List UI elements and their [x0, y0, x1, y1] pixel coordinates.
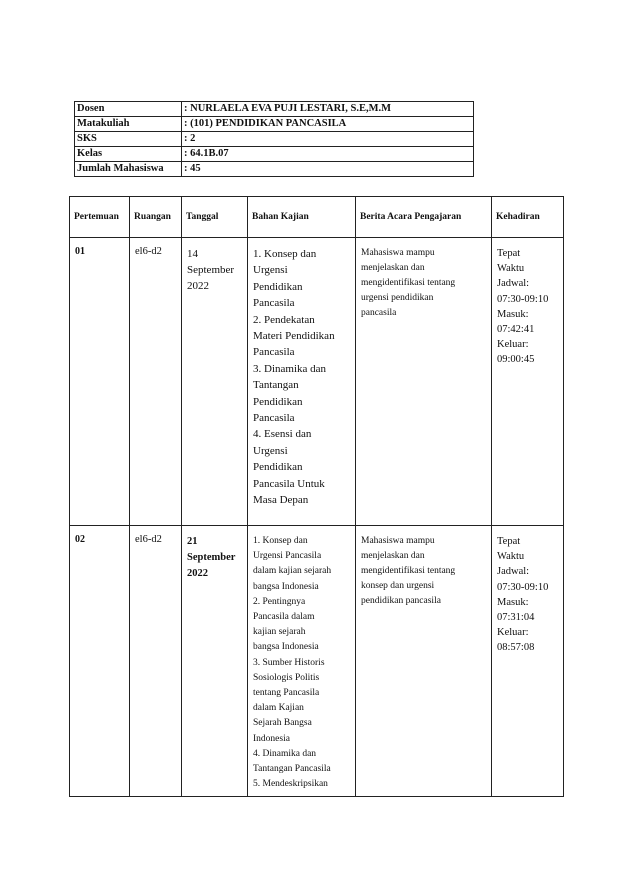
- cell-line: 08:57:08: [497, 642, 535, 654]
- cell-line: Pancasila Untuk: [253, 477, 325, 490]
- cell-line: 2022: [187, 280, 209, 292]
- cell-line: Tantangan Pancasila: [253, 764, 331, 775]
- table-row: [70, 238, 564, 526]
- jumlah-label: Jumlah Mahasiswa: [75, 162, 182, 177]
- cell-line: pancasila: [361, 308, 397, 318]
- header-bahan-kajian: Bahan Kajian: [248, 197, 356, 238]
- ruangan-cell: el6-d2: [130, 526, 182, 797]
- cell-line: Keluar:: [497, 339, 529, 351]
- cell-line: 3. Dinamika dan: [253, 362, 327, 375]
- cell-line: Sosiologis Politis: [253, 672, 320, 683]
- berita-acara-cell: [356, 526, 492, 797]
- cell-line: dalam Kajian: [253, 703, 304, 714]
- header-tanggal: Tanggal: [182, 197, 248, 238]
- ruangan-cell: el6-d2: [130, 238, 182, 526]
- cell-line: Masuk:: [497, 596, 529, 608]
- berita-acara-cell: [356, 238, 492, 526]
- cell-line: 4. Esensi dan: [253, 428, 312, 441]
- kelas-value: : 64.1B.07: [182, 147, 474, 162]
- cell-line: Tepat: [497, 248, 521, 259]
- header-berita-acara: Berita Acara Pengajaran: [356, 197, 492, 238]
- cell-line: Urgensi Pancasila: [253, 551, 322, 562]
- kehadiran-cell: [492, 238, 564, 526]
- cell-line: urgensi pendidikan: [361, 293, 434, 303]
- cell-line: 2022: [187, 568, 208, 579]
- cell-line: Mahasiswa mampu: [361, 536, 435, 546]
- info-row-dosen: [75, 102, 474, 117]
- cell-line: tentang Pancasila: [253, 688, 320, 699]
- cell-line: Pendidikan: [253, 280, 303, 293]
- dosen-value: : NURLAELA EVA PUJI LESTARI, S.E,M.M: [182, 102, 474, 117]
- cell-line: September: [187, 264, 235, 276]
- header-pertemuan: Pertemuan: [70, 197, 130, 238]
- cell-line: mengidentifikasi tentang: [361, 278, 456, 288]
- pertemuan-cell: 01: [70, 238, 130, 526]
- cell-line: 14: [187, 248, 198, 260]
- pertemuan-cell: 02: [70, 526, 130, 797]
- cell-line: 07:42:41: [497, 324, 535, 336]
- cell-line: Pendidikan: [253, 461, 303, 474]
- kelas-label: Kelas: [75, 147, 182, 162]
- info-row-sks: [75, 132, 474, 147]
- cell-line: menjelaskan dan: [361, 263, 425, 273]
- cell-line: Masuk:: [497, 308, 529, 320]
- bahan-kajian-cell: [248, 526, 356, 797]
- cell-line: 07:31:04: [497, 612, 535, 624]
- cell-line: Tepat: [497, 536, 521, 547]
- matakuliah-label: Matakuliah: [75, 117, 182, 132]
- info-row-jumlah: [75, 162, 474, 177]
- matakuliah-value: : (101) PENDIDIKAN PANCASILA: [182, 117, 474, 132]
- cell-line: Waktu: [497, 551, 525, 563]
- cell-line: Indonesia: [253, 733, 290, 744]
- cell-line: Sejarah Bangsa: [253, 718, 312, 729]
- cell-line: 3. Sumber Historis: [253, 657, 325, 668]
- cell-line: konsep dan urgensi: [361, 581, 435, 591]
- cell-line: Jadwal:: [497, 566, 530, 578]
- cell-line: kajian sejarah: [253, 627, 306, 638]
- cell-line: Masa Depan: [253, 494, 309, 507]
- tanggal-cell: [182, 526, 248, 797]
- cell-line: bangsa Indonesia: [253, 642, 319, 653]
- meeting-table: [69, 196, 564, 797]
- cell-line: September: [187, 552, 236, 563]
- cell-line: 07:30-09:10: [497, 581, 549, 593]
- cell-line: 2. Pendekatan: [253, 313, 315, 326]
- cell-line: Pancasila: [253, 346, 295, 359]
- cell-line: 1. Konsep dan: [253, 536, 308, 546]
- tanggal-cell: [182, 238, 248, 526]
- info-row-kelas: [75, 147, 474, 162]
- sks-value: : 2: [182, 132, 474, 147]
- bahan-kajian-cell: [248, 238, 356, 526]
- header-ruangan: Ruangan: [130, 197, 182, 238]
- jumlah-value: : 45: [182, 162, 474, 177]
- table-row: [70, 526, 564, 797]
- cell-line: Tantangan: [253, 379, 299, 392]
- cell-line: bangsa Indonesia: [253, 581, 319, 592]
- header-kehadiran: Kehadiran: [492, 197, 564, 238]
- cell-line: Mahasiswa mampu: [361, 248, 435, 258]
- cell-line: Pancasila dalam: [253, 612, 315, 623]
- cell-line: Pendidikan: [253, 395, 303, 408]
- cell-line: Pancasila: [253, 297, 295, 310]
- cell-line: Pancasila: [253, 412, 295, 425]
- cell-line: Waktu: [497, 263, 525, 275]
- cell-line: menjelaskan dan: [361, 551, 425, 561]
- info-row-matakuliah: [75, 117, 474, 132]
- cell-line: Keluar:: [497, 627, 529, 639]
- sks-label: SKS: [75, 132, 182, 147]
- cell-line: pendidikan pancasila: [361, 596, 441, 606]
- cell-line: Jadwal:: [497, 278, 530, 290]
- cell-line: mengidentifikasi tentang: [361, 566, 456, 576]
- cell-line: Materi Pendidikan: [253, 330, 335, 343]
- cell-line: 07:30-09:10: [497, 293, 549, 305]
- cell-line: Urgensi: [253, 264, 288, 277]
- cell-line: 1. Konsep dan: [253, 248, 317, 260]
- kehadiran-cell: [492, 526, 564, 797]
- table-header-row: [70, 197, 564, 238]
- cell-line: 21: [187, 536, 198, 547]
- cell-line: dalam kajian sejarah: [253, 566, 332, 577]
- course-info-table: [74, 101, 474, 177]
- cell-line: 5. Mendeskripsikan: [253, 779, 328, 790]
- cell-line: Urgensi: [253, 444, 288, 457]
- cell-line: 09:00:45: [497, 354, 535, 366]
- cell-line: 2. Pentingnya: [253, 596, 306, 607]
- dosen-label: Dosen: [75, 102, 182, 117]
- cell-line: 4. Dinamika dan: [253, 748, 317, 759]
